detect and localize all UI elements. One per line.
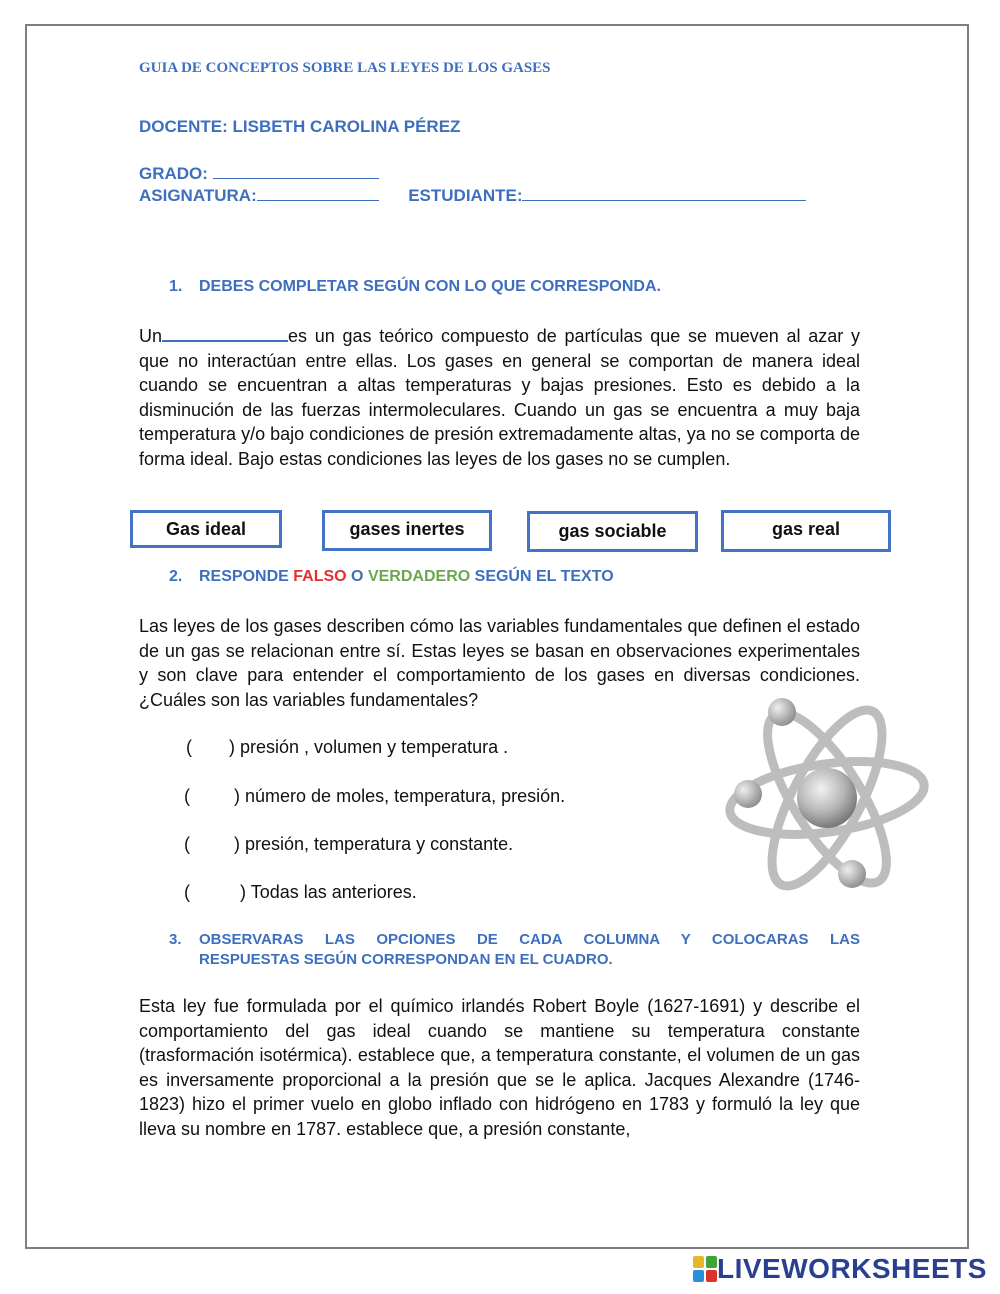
student-input-line[interactable] [522, 184, 806, 201]
tf-answer-box[interactable]: ( [184, 786, 190, 806]
section1-heading [169, 278, 661, 296]
section1-number: 1. [169, 278, 183, 295]
tf-item-text: número de moles, temperatura, presión. [245, 786, 566, 806]
liveworksheets-brand: LIVEWORKSHEETS [717, 1253, 987, 1284]
section3-heading-line2: RESPUESTAS SEGÚN CORRESPONDAN EN EL CUADRO. [199, 951, 613, 968]
tf-item: ( ) presión , volumen y temperatura . [186, 737, 509, 757]
section3-heading [169, 930, 860, 970]
section2-number: 2. [169, 568, 183, 585]
section2-heading [169, 568, 614, 586]
section1-heading-text: DEBES COMPLETAR SEGÚN CON LO QUE CORRESPONDA. [199, 278, 661, 295]
section1-paragraph [139, 322, 860, 471]
section2-paragraph: Las leyes de los gases describen cómo las variables fundamentales que definen el estado de un gas se relacionan entre sí. Estas leyes se basan en observaciones experimentales y son clave para entender el comportamiento de los gases en diversas condiciones. ¿Cuáles son las variables fundamentales? [139, 616, 860, 710]
ideal-gas-blank[interactable] [162, 322, 288, 342]
tf-answer-box[interactable]: ( [184, 834, 190, 854]
electron [838, 860, 866, 888]
section2-heading-o: O [351, 568, 364, 585]
grade-label: GRADO: [139, 164, 208, 183]
section2-heading-b: SEGÚN EL TEXTO [474, 568, 614, 585]
true-label: VERDADERO [367, 568, 471, 585]
tf-item: ( ) presión, temperatura y constante. [184, 834, 514, 854]
tf-item: ( ) Todas las anteriores. [184, 882, 417, 902]
section3-paragraph: Esta ley fue formulada por el químico irlandés Robert Boyle (1627-1691) y describe el comportamiento del gas ideal cuando se mantiene su temperatura constante (trasformación isotérmica). establece que, a temperatura constante, el volumen de un gas es inversamente proporcional a la presión que se le aplica. Jacques Alexandre (1746-1823) hizo el primer vuelo en globo inflado con hidrógeno en 1783 y formuló la ley que lleva su nombre en 1787. establece que, a presión constante, [139, 996, 860, 1139]
section1-para-text: es un gas teórico compuesto de partículas que se mueven al azar y que no interactúan entre ellas. Los gases en general se comportan de manera ideal cuando se encuentran a altas temperaturas y bajas presiones. Esto es debido a la disminución de las fuerzas intermoleculares. Cuando un gas se encuentra a muy baja temperatura y/o bajo condiciones de presión extremadamente altas, ya no se comporta de forma ideal. Bajo estas condiciones las leyes de los gases no se cumplen. [139, 326, 860, 469]
tf-item-text: Todas las anteriores. [250, 882, 417, 902]
atom-image [722, 690, 932, 905]
subject-label: ASIGNATURA: [139, 186, 257, 205]
tf-item: ( ) número de moles, temperatura, presión. [184, 786, 566, 806]
option-gas-ideal[interactable]: Gas ideal [130, 510, 282, 548]
tf-item-text: presión , volumen y temperatura . [240, 737, 509, 757]
section2-heading-a: RESPONDE [199, 568, 289, 585]
tf-item-text: presión, temperatura y constante. [245, 834, 514, 854]
electron [768, 698, 796, 726]
subject-row [139, 184, 806, 206]
electron [734, 780, 762, 808]
grade-row [139, 162, 379, 184]
tf-answer-box[interactable]: ( [184, 882, 190, 902]
option-gases-inertes[interactable]: gases inertes [322, 510, 492, 551]
student-label: ESTUDIANTE: [408, 186, 523, 205]
section1-para-prefix: Un [139, 326, 163, 346]
liveworksheets-logo-icon [693, 1256, 717, 1282]
option-gas-real[interactable]: gas real [721, 510, 891, 552]
teacher-name: DOCENTE: LISBETH CAROLINA PÉREZ [139, 117, 461, 136]
section3-heading-line1: OBSERVARAS LAS OPCIONES DE CADA COLUMNA Y COLOCARAS LAS [199, 931, 860, 948]
nucleus [797, 768, 857, 828]
section3-number: 3. [169, 931, 182, 948]
option-gas-sociable[interactable]: gas sociable [527, 511, 698, 552]
subject-input-line[interactable] [257, 184, 379, 201]
false-label: FALSO [293, 568, 347, 585]
liveworksheets-logo[interactable] [693, 1254, 987, 1284]
tf-answer-box[interactable]: ( [186, 737, 192, 757]
worksheet-title: GUIA DE CONCEPTOS SOBRE LAS LEYES DE LOS GASES [139, 60, 551, 76]
grade-input-line[interactable] [213, 162, 379, 179]
